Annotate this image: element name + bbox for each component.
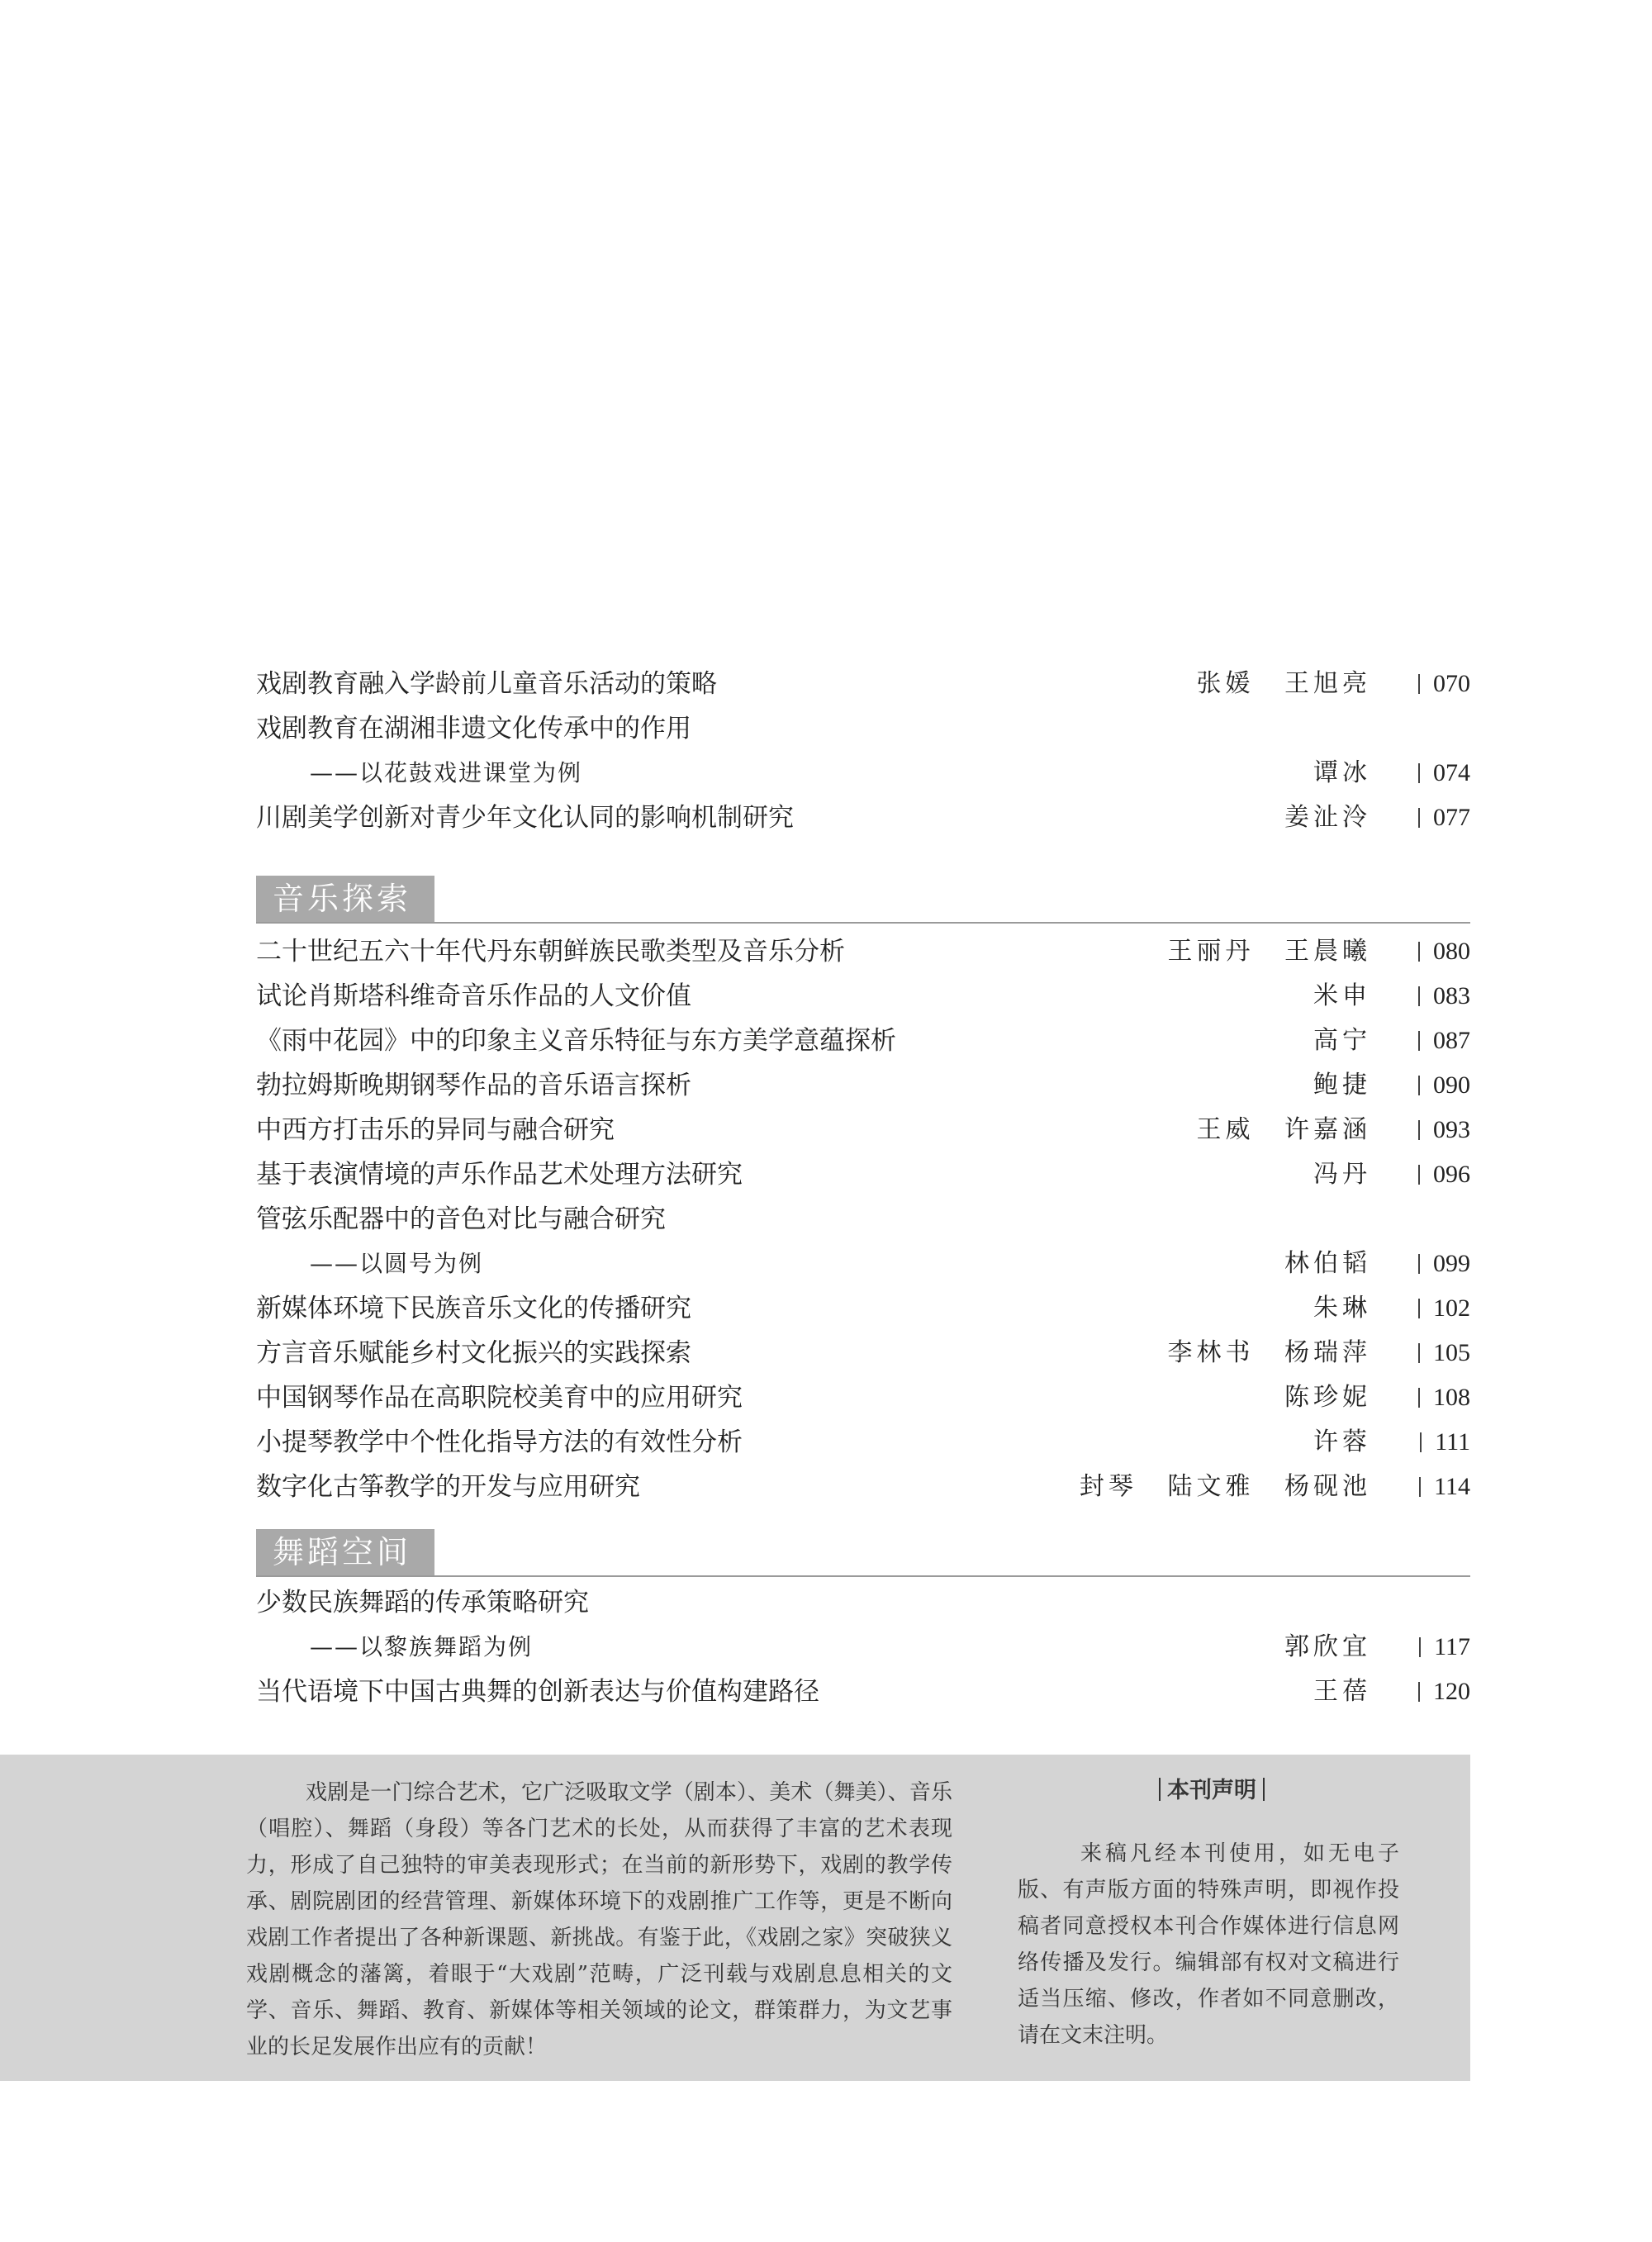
section-heading-dance [256,1529,1470,1577]
toc-entry-subtitle[interactable] [256,1242,1470,1286]
footer-panel [0,1755,1470,2081]
toc-entry[interactable] [256,1465,1470,1509]
entry-page-number: 108 [1433,1384,1470,1411]
page-divider [1420,1432,1422,1452]
entry-title: 小提琴教学中个性化指导方法的有效性分析 [256,1427,743,1457]
entry-title: 戏剧教育在湖湘非遗文化传承中的作用 [256,714,691,743]
page-divider [1418,1120,1420,1140]
toc-entry-subtitle[interactable] [256,751,1470,796]
entry-page-number: 074 [1433,759,1470,786]
entry-title: 中国钢琴作品在高职院校美育中的应用研究 [256,1383,743,1413]
page-divider [1418,1343,1420,1363]
entry-page [1418,974,1470,1019]
toc-entry[interactable] [256,1670,1470,1714]
page-divider [1418,1299,1420,1318]
entry-authors: 陈珍妮 [1284,1383,1371,1412]
entry-title: 新媒体环境下民族音乐文化的传播研究 [256,1294,691,1323]
entry-title: 戏剧教育融入学龄前儿童音乐活动的策略 [256,669,717,699]
entry-authors: 米申 [1313,981,1371,1010]
entry-subtitle: ——以花鼓戏进课堂为例 [310,759,583,786]
section-heading-label: 音乐探索 [256,876,434,922]
notice-heading [1152,1773,1271,1809]
section-heading-label: 舞蹈空间 [256,1529,434,1575]
section-heading-music [256,876,1470,924]
entry-page [1418,796,1470,840]
journal-introduction: 戏剧是一门综合艺术，它广泛吸取文学（剧本）、美术（舞美）、音乐（唱腔）、舞蹈（身段）等各门艺术的长处，从而获得了丰富的艺术表现力，形成了自己独特的审美表现形式；在当前的新形势下，戏剧的教学传承、剧院剧团的经营管理、新媒体环境下的戏剧推广工作等，更是不断向戏剧工作者提出了各种新课题、新挑战。有鉴于此，《戏剧之家》突破狭义戏剧概念的藩篱，着眼于“大戏剧”范畴，广泛刊载与戏剧息息相关的文学、音乐、舞蹈、教育、新媒体等相关领域的论文，群策群力，为文艺事业的长足发展作出应有的贡献！ [246,1780,952,2059]
entry-title: 二十世纪五六十年代丹东朝鲜族民歌类型及音乐分析 [256,937,845,967]
entry-page-number: 114 [1434,1473,1470,1500]
entry-authors: 鲍捷 [1313,1071,1371,1100]
toc-entry[interactable] [256,1019,1470,1063]
entry-page [1418,1063,1470,1108]
entry-page-number: 111 [1435,1428,1470,1456]
toc-entry[interactable] [256,1580,1470,1625]
entry-page [1420,1420,1470,1465]
entry-subtitle: ——以黎族舞蹈为例 [310,1633,534,1660]
entry-page-number: 080 [1433,938,1470,965]
toc-entry[interactable] [256,929,1470,974]
entry-page [1418,751,1470,796]
page-divider [1418,1165,1420,1185]
entry-page [1419,1625,1470,1670]
entry-title: 少数民族舞蹈的传承策略研究 [256,1588,589,1617]
entry-page-number: 099 [1433,1250,1470,1277]
notice-heading-text: 本刊声明 [1167,1778,1256,1803]
entry-authors: 姜沚泠 [1284,803,1371,832]
entry-page-number: 120 [1433,1678,1470,1705]
toc-entry[interactable] [256,662,1470,706]
entry-authors: 林伯韬 [1284,1249,1371,1278]
entry-title: 数字化古筝教学的开发与应用研究 [256,1472,640,1502]
entry-page [1418,1375,1470,1420]
heading-bar-left [1159,1778,1161,1801]
entry-page-number: 105 [1433,1339,1470,1366]
entry-authors: 王蓓 [1313,1677,1371,1706]
entry-authors: 许蓉 [1313,1427,1371,1456]
toc-entry[interactable] [256,1331,1470,1375]
entry-page-number: 093 [1433,1116,1470,1143]
entry-page-number: 083 [1433,982,1470,1009]
entry-title: 试论肖斯塔科维奇音乐作品的人文价值 [256,981,691,1011]
entry-page-number: 096 [1433,1161,1470,1188]
page-divider [1418,674,1420,694]
entry-page [1418,929,1470,974]
entry-title: 基于表演情境的声乐作品艺术处理方法研究 [256,1160,743,1190]
page-divider [1418,986,1420,1006]
entry-page [1418,1242,1470,1286]
entry-authors: 王威 许嘉涵 [1196,1115,1371,1144]
toc-entry[interactable] [256,974,1470,1019]
entry-title: 当代语境下中国古典舞的创新表达与价值构建路径 [256,1677,819,1707]
entry-title: 管弦乐配器中的音色对比与融合研究 [256,1204,666,1234]
toc-entry[interactable] [256,1197,1470,1242]
toc-entry[interactable] [256,1063,1470,1108]
entry-page-number: 077 [1433,804,1470,831]
page-divider [1418,1076,1420,1095]
page-divider [1419,1637,1421,1657]
toc-entry[interactable] [256,1152,1470,1197]
entry-page [1418,1152,1470,1197]
entry-authors: 高宁 [1313,1026,1371,1055]
toc-entry[interactable] [256,796,1470,840]
entry-subtitle: ——以圆号为例 [310,1250,484,1277]
entry-authors: 冯丹 [1313,1160,1371,1189]
toc-entry[interactable] [256,1108,1470,1152]
entry-title: 《雨中花园》中的印象主义音乐特征与东方美学意蕴探析 [256,1026,896,1056]
toc-entry[interactable] [256,1286,1470,1331]
entry-authors: 朱琳 [1313,1294,1371,1323]
page-divider [1418,1031,1420,1051]
entry-title: 中西方打击乐的异同与融合研究 [256,1115,615,1145]
entry-authors: 封琴 陆文雅 杨砚池 [1079,1472,1371,1501]
entry-title: 方言音乐赋能乡村文化振兴的实践探索 [256,1338,691,1368]
entry-title: 勃拉姆斯晚期钢琴作品的音乐语言探析 [256,1071,691,1100]
page-divider [1419,1477,1421,1497]
notice-text: 来稿凡经本刊使用，如无电子版、有声版方面的特殊声明，即视作投稿者同意授权本刊合作媒体进行信息网络传播及发行。编辑部有权对文稿进行适当压缩、修改，作者如不同意删改，请在文末注明。 [1018,1841,1399,2048]
entry-page-number: 087 [1433,1027,1470,1054]
page-divider [1418,1254,1420,1274]
entry-authors: 李林书 杨瑞萍 [1167,1338,1371,1367]
section-rule [256,1575,1470,1577]
toc-entry[interactable] [256,1420,1470,1465]
page-divider [1418,1388,1420,1408]
entry-authors: 王丽丹 王晨曦 [1167,937,1371,966]
entry-page [1418,1019,1470,1063]
page-divider [1418,808,1420,828]
section-rule [256,922,1470,924]
page-divider [1418,1682,1420,1702]
heading-bar-right [1263,1778,1265,1801]
entry-page [1418,1286,1470,1331]
entry-page-number: 090 [1433,1071,1470,1099]
entry-page-number: 070 [1433,670,1470,697]
entry-page [1418,1670,1470,1714]
entry-page [1418,1108,1470,1152]
entry-authors: 张媛 王旭亮 [1196,669,1371,698]
entry-page [1419,1465,1470,1509]
page-divider [1418,763,1420,783]
entry-title: 川剧美学创新对青少年文化认同的影响机制研究 [256,803,794,833]
toc-entry-subtitle[interactable] [256,1625,1470,1670]
entry-page-number: 102 [1433,1294,1470,1322]
toc-entry[interactable] [256,706,1470,751]
entry-page [1418,1331,1470,1375]
entry-authors: 郭欣宜 [1284,1632,1371,1661]
entry-page-number: 117 [1434,1633,1470,1660]
entry-page [1418,662,1470,706]
page-divider [1418,942,1420,962]
entry-authors: 谭冰 [1313,758,1371,787]
toc-entry[interactable] [256,1375,1470,1420]
